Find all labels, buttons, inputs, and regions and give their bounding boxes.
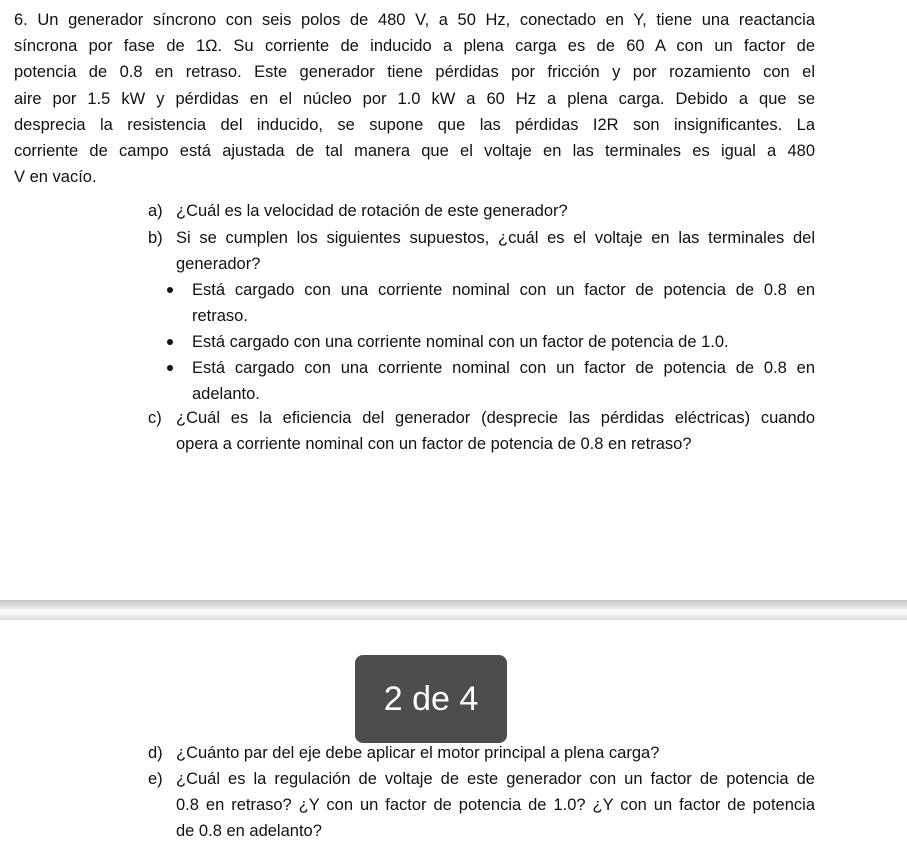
item-d-text: ¿Cuánto par del eje debe aplicar el motor principal a plena carga?	[176, 744, 660, 762]
bullet-text: retraso.	[192, 307, 248, 325]
bullet-icon	[167, 339, 173, 345]
item-b-marker: b)	[148, 229, 163, 247]
problem-line: V en vacío.	[14, 168, 97, 186]
bullet-icon	[167, 287, 173, 293]
problem-line: aire por 1.5 kW y pérdidas en el núcleo por 1.0 kW a 60 Hz a plena carga. Debido a que se	[14, 90, 815, 108]
bullet-text: adelanto.	[192, 385, 260, 403]
problem-line: síncrona por fase de 1Ω. Su corriente de inducido a plena carga es de 60 A con un factor de	[14, 37, 815, 55]
item-e-marker: e)	[148, 770, 163, 788]
bullet-text: Está cargado con una corriente nominal con un factor de potencia de 0.8 en	[192, 281, 815, 299]
bullet-text: Está cargado con una corriente nominal con un factor de potencia de 0.8 en	[192, 359, 815, 377]
item-c-marker: c)	[148, 409, 162, 427]
problem-line: 6. Un generador síncrono con seis polos de 480 V, a 50 Hz, conectado en Y, tiene una reactancia	[14, 11, 815, 29]
item-e-text: de 0.8 en adelanto?	[176, 822, 322, 840]
bullet-text: Está cargado con una corriente nominal con un factor de potencia de 1.0.	[192, 333, 729, 351]
item-d-marker: d)	[148, 744, 163, 762]
item-c-text: ¿Cuál es la eficiencia del generador (desprecie las pérdidas eléctricas) cuando	[176, 409, 815, 427]
item-a-text: ¿Cuál es la velocidad de rotación de este generador?	[176, 202, 568, 220]
item-c-text: opera a corriente nominal con un factor de potencia de 0.8 en retraso?	[176, 435, 692, 453]
item-e-text: 0.8 en retraso? ¿Y con un factor de potencia de 1.0? ¿Y con un factor de potencia	[176, 796, 815, 814]
item-b-text: Si se cumplen los siguientes supuestos, ¿cuál es el voltaje en las terminales del	[176, 229, 815, 247]
problem-line: corriente de campo está ajustada de tal manera que el voltaje en las terminales es igual a 480	[14, 142, 815, 160]
item-e-text: ¿Cuál es la regulación de voltaje de este generador con un factor de potencia de	[176, 770, 815, 788]
bullet-icon	[167, 365, 173, 371]
item-a-marker: a)	[148, 202, 163, 220]
page-separator	[0, 600, 907, 620]
item-b-text: generador?	[176, 255, 261, 273]
page-indicator: 2 de 4	[355, 655, 507, 743]
problem-line: potencia de 0.8 en retraso. Este generador tiene pérdidas por fricción y por rozamiento con el	[14, 63, 815, 81]
problem-line: desprecia la resistencia del inducido, se supone que las pérdidas I2R son insignificantes. La	[14, 116, 815, 134]
